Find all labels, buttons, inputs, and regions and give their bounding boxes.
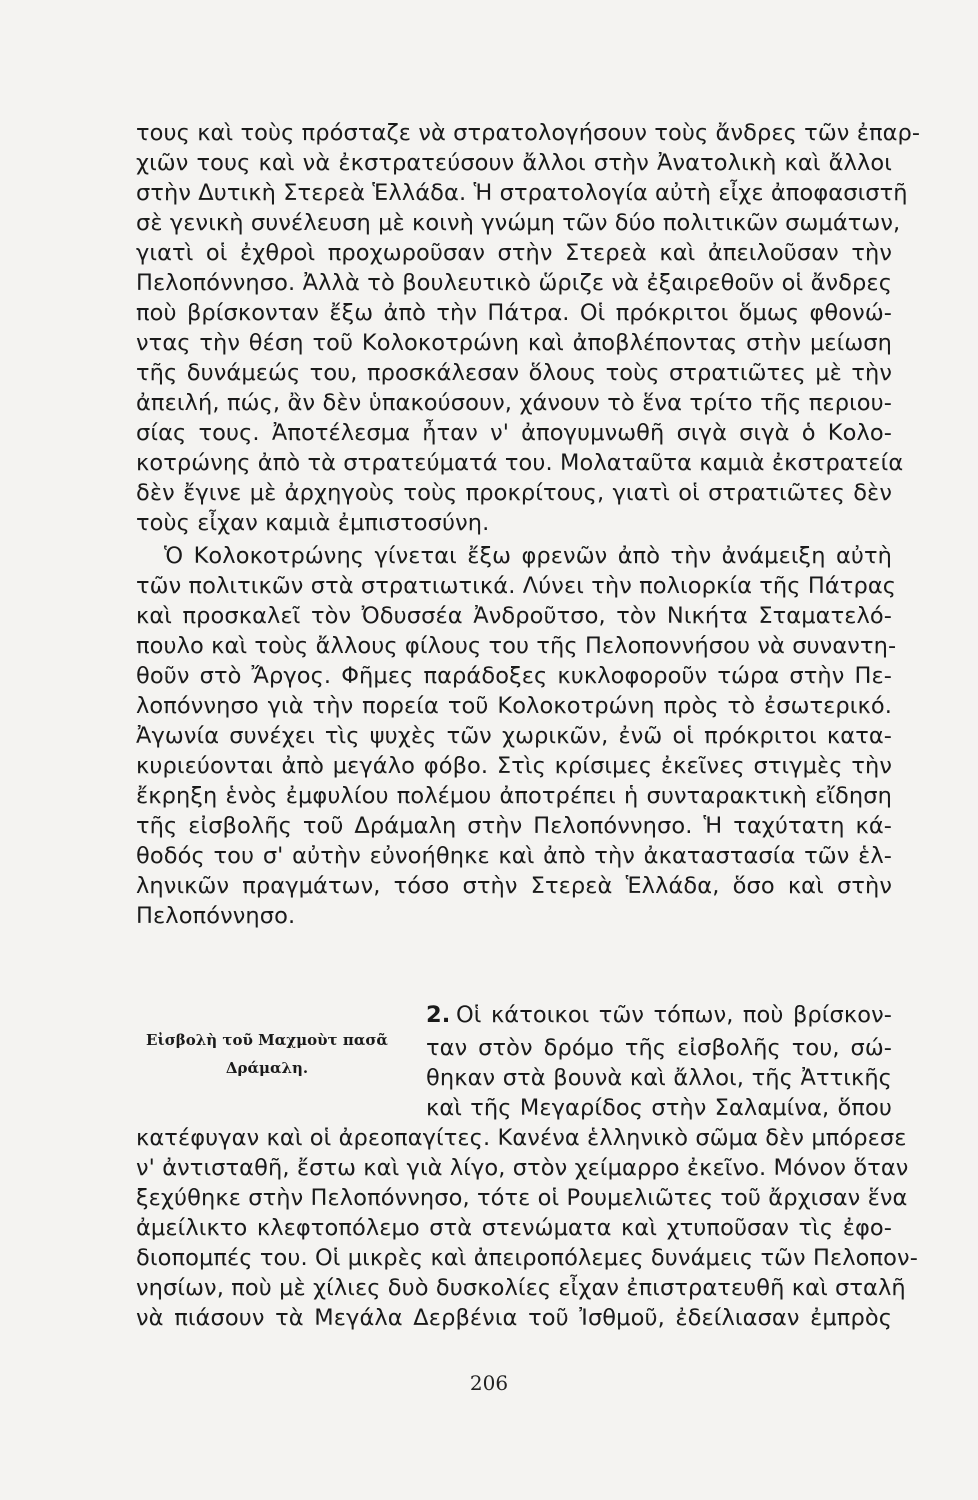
text-line: τῆς εἰσβολῆς τοῦ Δράμαλη στὴν Πελοπόννησο. Ἡ ταχύτατη κά- [136,813,892,839]
text-line: χιῶν τους καὶ νὰ ἐκστρατεύσουν ἄλλοι στὴν Ἀνατολικὴ καὶ ἄλλοι [136,150,892,176]
text-line: γιατὶ οἱ ἐχθροὶ προχωροῦσαν στὴν Στερεὰ καὶ ἀπειλοῦσαν τὴν [136,240,892,266]
section-number [426,1000,450,1030]
text-line: ντας τὴν θέση τοῦ Κολοκοτρώνη καὶ ἀποβλέποντας στὴν μείωση [136,330,892,356]
text-line: ξεχύθηκε στὴν Πελοπόννησο, τότε οἱ Ρουμελιῶτες τοῦ ἄρχισαν ἕνα [136,1185,908,1211]
text-line: νησίων, ποὺ μὲ χίλιες δυὸ δυσκολίες εἶχαν ἐπιστρατευθῆ καὶ σταλῆ [136,1275,906,1301]
section-number-label: 2. [426,1002,451,1028]
text-line: κοτρώνης ἀπὸ τὰ στρατεύματά του. Μολαταῦτα καμιὰ ἐκστρατεία [136,450,904,476]
text-line: Πελοπόννησο. [136,903,296,929]
text-line: Πελοπόννησο. Ἀλλὰ τὸ βουλευτικὸ ὥριζε νὰ ἐξαιρεθοῦν οἱ ἄνδρες [136,270,892,296]
text-line: Ὁ Κολοκοτρώνης γίνεται ἔξω φρενῶν ἀπὸ τὴν ἀνάμειξη αὐτὴ [164,543,892,569]
text-line: τους καὶ τοὺς πρόσταζε νὰ στρατολογήσουν τοὺς ἄνδρες τῶν ἐπαρ- [136,120,921,146]
text-line: νὰ πιάσουν τὰ Μεγάλα Δερβένια τοῦ Ἰσθμοῦ, ἐδείλιασαν ἐμπρὸς [136,1305,892,1331]
text-line: δὲν ἔγινε μὲ ἀρχηγοὺς τοὺς προκρίτους, γιατὶ οἱ στρατιῶτες δὲν [136,480,892,506]
text-line: στὴν Δυτικὴ Στερεὰ Ἑλλάδα. Ἡ στρατολογία αὐτὴ εἶχε ἀποφασιστῆ [136,180,908,206]
text-line: ταν στὸν δρόμο τῆς εἰσβολῆς του, σώ- [426,1035,892,1061]
page-number: 206 [469,1371,509,1395]
text-line: ἔκρηξη ἑνὸς ἐμφυλίου πολέμου ἀποτρέπει ἡ συνταρακτικὴ εἴδηση [136,783,892,809]
text-line: ἀπειλή, πώς, ἂν δὲν ὑπακούσουν, χάνουν τὸ ἕνα τρίτο τῆς περιου- [136,390,892,416]
text-line: σὲ γενικὴ συνέλευση μὲ κοινὴ γνώμη τῶν δύο πολιτικῶν σωμάτων, [136,210,901,236]
text-line: θοδός του σ' αὐτὴν εὐνοήθηκε καὶ ἀπὸ τὴν ἀκαταστασία τῶν ἑλ- [136,843,892,869]
text-line: πουλο καὶ τοὺς ἄλλους φίλους του τῆς Πελοποννήσου νὰ συναντη- [136,633,897,659]
sidenote-line: Δράμαλη. [225,1059,309,1077]
text-line: θηκαν στὰ βουνὰ καὶ ἄλλοι, τῆς Ἀττικῆς [426,1065,892,1091]
text-line: ἀμείλικτο κλεφτοπόλεμο στὰ στενώματα καὶ χτυποῦσαν τὶς ἐφο- [136,1215,892,1241]
text-line: κατέφυγαν καὶ οἱ ἀρεοπαγίτες. Κανένα ἑλληνικὸ σῶμα δὲν μπόρεσε [136,1125,907,1151]
text-line: διοπομπές του. Οἱ μικρὲς καὶ ἀπειροπόλεμες δυνάμεις τῶν Πελοπον- [136,1245,918,1271]
text-line: καὶ προσκαλεῖ τὸν Ὀδυσσέα Ἀνδροῦτσο, τὸν Νικήτα Σταματελό- [136,603,892,629]
text-line: κυριεύονται ἀπὸ μεγάλο φόβο. Στὶς κρίσιμες ἐκεῖνες στιγμὲς τὴν [136,753,892,779]
sidenote-line: Εἰσβολὴ τοῦ Μαχμοὺτ πασᾶ [146,1031,388,1049]
text-line: ποὺ βρίσκονταν ἔξω ἀπὸ τὴν Πάτρα. Οἱ πρόκριτοι ὅμως φθονώ- [136,300,892,326]
text-line: ν' ἀντισταθῆ, ἔστω καὶ γιὰ λίγο, στὸν χείμαρρο ἐκεῖνο. Μόνον ὅταν [136,1155,909,1181]
text-line: τῶν πολιτικῶν στὰ στρατιωτικά. Λύνει τὴν πολιορκία τῆς Πάτρας [136,573,897,599]
text-line: ληνικῶν πραγμάτων, τόσο στὴν Στερεὰ Ἑλλάδα, ὅσο καὶ στὴν [136,873,892,899]
text-line: θοῦν στὸ Ἄργος. Φῆμες παράδοξες κυκλοφοροῦν τώρα στὴν Πε- [136,663,892,689]
text-line: λοπόννησο γιὰ τὴν πορεία τοῦ Κολοκοτρώνη πρὸς τὸ ἐσωτερικό. [136,693,892,719]
text-line: σίας τους. Ἀποτέλεσμα ἦταν ν' ἀπογυμνωθῆ σιγὰ σιγὰ ὁ Κολο- [136,420,892,446]
text-line: καὶ τῆς Μεγαρίδος στὴν Σαλαμίνα, ὅπου [426,1095,892,1121]
text-line: Οἱ κάτοικοι τῶν τόπων, ποὺ βρίσκον- [456,1002,892,1028]
text-line: τοὺς εἶχαν καμιὰ ἐμπιστοσύνη. [136,510,490,536]
text-line: τῆς δυνάμεώς του, προσκάλεσαν ὅλους τοὺς στρατιῶτες μὲ τὴν [136,360,892,386]
text-line: Ἀγωνία συνέχει τὶς ψυχὲς τῶν χωρικῶν, ἐνῶ οἱ πρόκριτοι κατα- [136,723,892,749]
